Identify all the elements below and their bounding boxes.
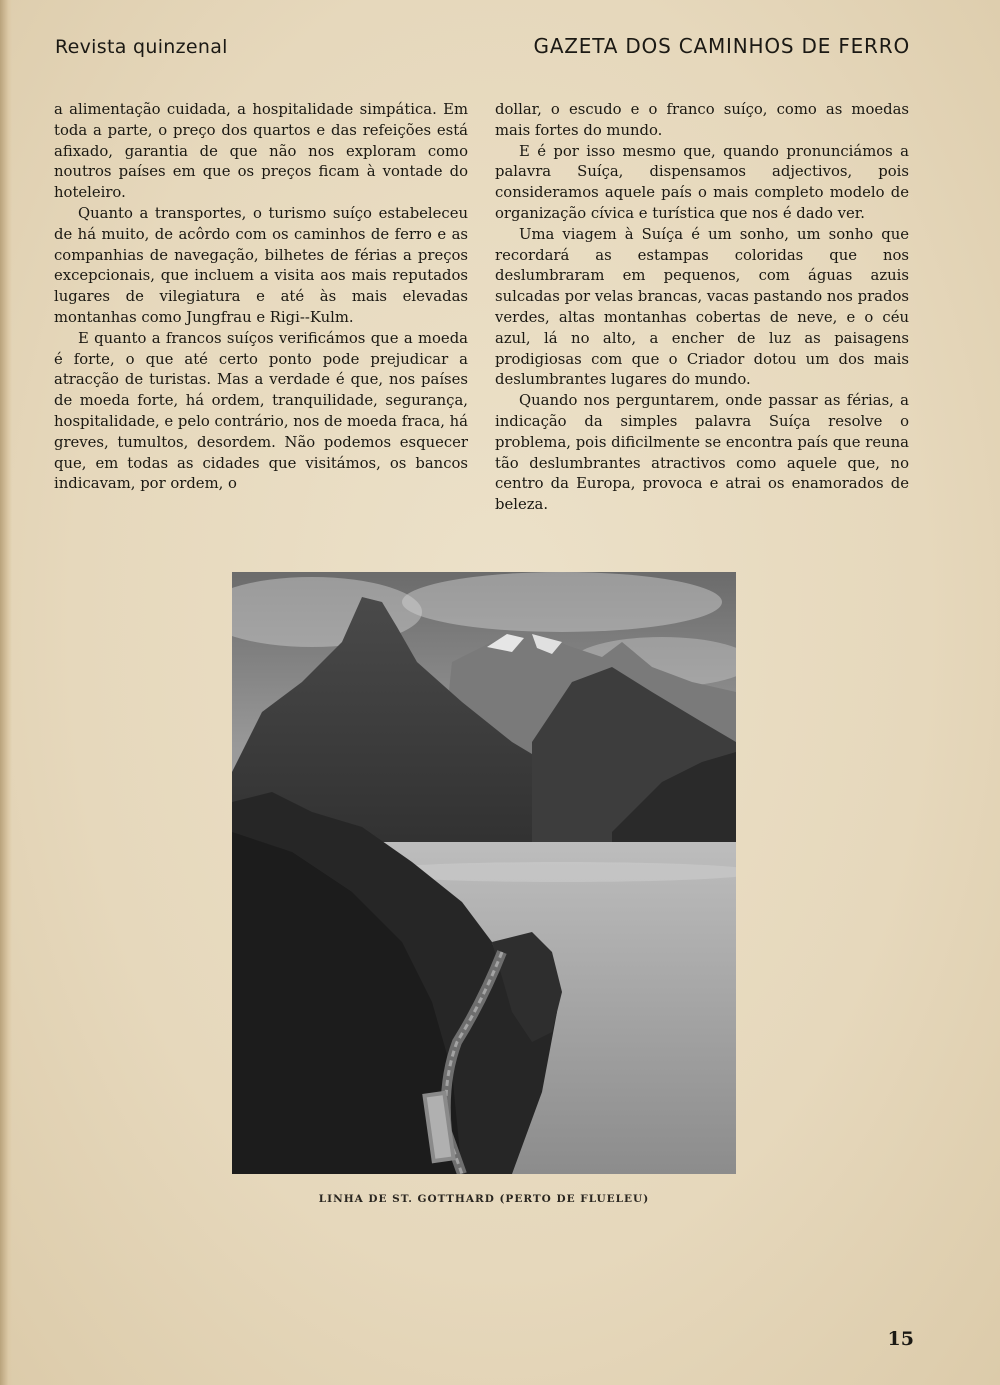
paragraph: Uma viagem à Suíça é um sonho, um sonho que recordará as estampas coloridas que nos deslumbraram em pequenos, com águas azuis sulcadas por velas brancas, vacas pastando nos prados verdes, altas montanhas cobertas de neve, e o céu azul, lá no alto, a encher de luz as paisagens prodigiosas com que o Criador dotou um dos mais deslumbrantes lugares do mundo. bbox=[495, 225, 909, 389]
photo-caption: LINHA DE ST. GOTTHARD (PERTO DE FLUELEU) bbox=[318, 1193, 650, 1205]
page-binding-edge bbox=[0, 0, 12, 1385]
paragraph: E quanto a francos suíços verificámos que a moeda é forte, o que até certo ponto pode prejudicar a atracção de turistas. Mas a verdade é que, nos países de moeda forte, há ordem, tranquilidade, segurança, hospitalidade, e pelo contrário, nos de moeda fraca, há greves, tumultos, desordem. Não podemos esquecer que, em todas as cidades que visitámos, os bancos indicavam, por ordem, o bbox=[54, 329, 468, 493]
paragraph: E é por isso mesmo que, quando pronunciámos a palavra Suíça, dispensamos adjectivos, pois consideramos aquele país o mais completo modelo de organização cívica e turística que nos é dado ver. bbox=[495, 142, 909, 222]
header-publication-frequency: Revista quinzenal bbox=[55, 36, 228, 58]
paragraph: a alimentação cuidada, a hospitalidade simpática. Em toda a parte, o preço dos quartos e das refeições está afixado, garantia de que não nos exploram como noutros países em que os preços ficam à vontade do hoteleiro. bbox=[54, 101, 468, 202]
paragraph: Quanto a transportes, o turismo suíço estabeleceu de há muito, de acôrdo com os caminhos de ferro e as companhias de navegação, bilhetes de férias a preços excepcionais, que incluem a visita aos mais reputados lugares de vilegiatura e até às mais elevadas montanhas como Jungfrau e Rigi--Kulm. bbox=[54, 204, 468, 326]
page-number: 15 bbox=[887, 1328, 914, 1350]
header-magazine-title: GAZETA DOS CAMINHOS DE FERRO bbox=[533, 34, 910, 58]
paragraph: dollar, o escudo e o franco suíço, como as moedas mais fortes do mundo. bbox=[495, 101, 909, 139]
paragraph: Quando nos perguntarem, onde passar as férias, a indicação da simples palavra Suíça resolve o problema, pois dificilmente se encontra país que reuna tão deslumbrantes atractivos como aquele que, no centro da Europa, provoca e atrai os enamorados de beleza. bbox=[495, 392, 909, 514]
right-text-column bbox=[495, 100, 909, 516]
left-text-column bbox=[54, 100, 468, 495]
mountain-railway-photo bbox=[232, 572, 736, 1174]
